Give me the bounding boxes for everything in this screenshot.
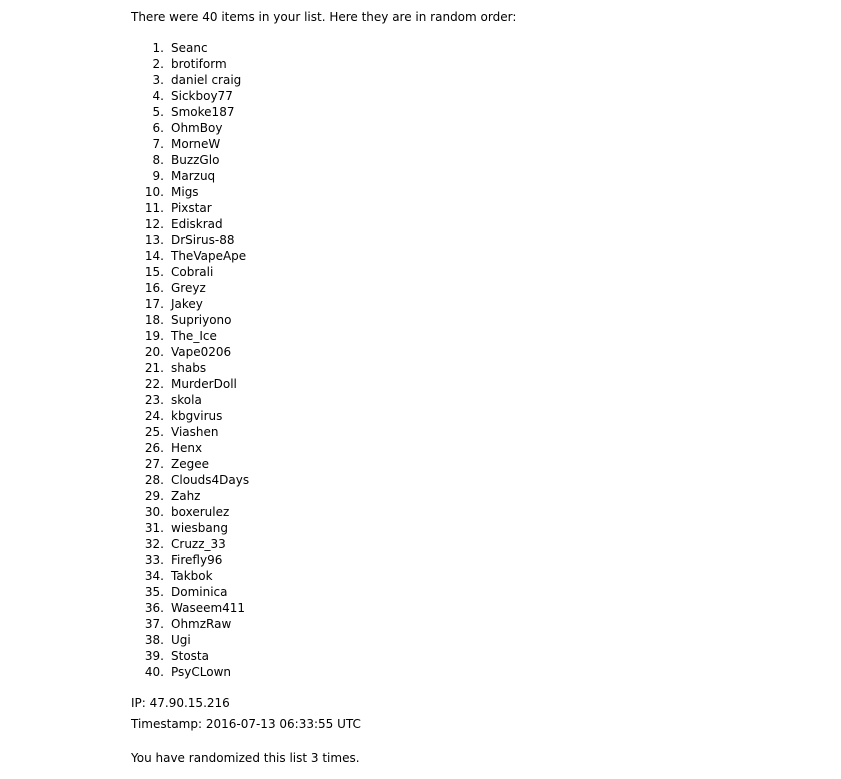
list-item-number: 10. [144,185,164,199]
list-item-name: Jakey [171,297,203,311]
list-item-name: The_Ice [171,329,217,343]
list-item-name: Firefly96 [171,553,223,567]
list-item-name: boxerulez [171,505,230,519]
list-item-name: Takbok [171,569,213,583]
list-item-number: 19. [144,329,164,343]
list-item-name: Seanc [171,41,208,55]
randomize-count: You have randomized this list 3 times. [131,751,360,765]
list-item-name: BuzzGlo [171,153,220,167]
list-item-name: daniel craig [171,73,242,87]
list-item-number: 33. [144,553,164,567]
list-item-name: Migs [171,185,199,199]
list-item-number: 35. [144,585,164,599]
list-item-name: Zegee [171,457,209,471]
list-item-name: Zahz [171,489,201,503]
list-item-name: TheVapeApe [171,249,247,263]
list-item-number: 36. [144,601,164,615]
list-item-name: Cobrali [171,265,214,279]
list-item-name: Sickboy77 [171,89,233,103]
list-item-number: 23. [144,393,164,407]
list-item-name: Smoke187 [171,105,235,119]
list-item-number: 32. [144,537,164,551]
list-item-number: 12. [144,217,164,231]
list-item-name: Vape0206 [171,345,232,359]
list-item-number: 11. [144,201,164,215]
list-item-name: MurderDoll [171,377,237,391]
list-item-number: 6. [152,121,164,135]
list-item-name: Henx [171,441,203,455]
list-item-name: OhmBoy [171,121,223,135]
list-item-name: Dominica [171,585,228,599]
list-item-number: 3. [152,73,164,87]
list-item-name: DrSirus-88 [171,233,235,247]
list-item-name: wiesbang [171,521,228,535]
list-item-number: 20. [144,345,164,359]
list-item-name: Marzuq [171,169,216,183]
list-item-number: 39. [144,649,164,663]
list-item-number: 8. [152,153,164,167]
list-item-number: 9. [152,169,164,183]
list-item-name: PsyCLown [171,665,231,679]
list-item-name: Waseem411 [171,601,246,615]
list-item-name: OhmzRaw [171,617,232,631]
list-item-name: Cruzz_33 [171,537,226,551]
list-item-name: Stosta [171,649,209,663]
list-item-name: Clouds4Days [171,473,250,487]
list-item-name: kbgvirus [171,409,223,423]
list-item-number: 37. [144,617,164,631]
list-item-number: 21. [144,361,164,375]
list-item-number: 34. [144,569,164,583]
list-item-name: Pixstar [171,201,212,215]
list-item-number: 4. [152,89,164,103]
ip-address: IP: 47.90.15.216 [131,696,230,710]
list-item-number: 31. [144,521,164,535]
list-item-name: Supriyono [171,313,232,327]
list-item-name: shabs [171,361,207,375]
list-item-number: 16. [144,281,164,295]
list-item-number: 7. [152,137,164,151]
list-item-number: 40. [144,665,164,679]
list-item-name: MorneW [171,137,221,151]
list-item-number: 26. [144,441,164,455]
list-item-number: 25. [144,425,164,439]
list-item-name: Ediskrad [171,217,223,231]
list-item-number: 29. [144,489,164,503]
list-item-number: 1. [152,41,164,55]
timestamp: Timestamp: 2016-07-13 06:33:55 UTC [131,717,361,731]
list-item-number: 28. [144,473,164,487]
list-item-number: 5. [152,105,164,119]
list-item-number: 14. [144,249,164,263]
list-item-number: 22. [144,377,164,391]
list-item-number: 38. [144,633,164,647]
list-item-name: brotiform [171,57,227,71]
intro-text: There were 40 items in your list. Here they are in random order: [131,10,517,24]
list-item-number: 15. [144,265,164,279]
list-item-number: 18. [144,313,164,327]
list-item-name: Ugi [171,633,191,647]
list-item-number: 17. [144,297,164,311]
list-item-name: Greyz [171,281,206,295]
list-item-name: skola [171,393,202,407]
list-item-number: 2. [152,57,164,71]
list-item-number: 13. [144,233,164,247]
list-item-number: 24. [144,409,164,423]
list-item-number: 27. [144,457,164,471]
list-item-name: Viashen [171,425,219,439]
list-item-number: 30. [144,505,164,519]
